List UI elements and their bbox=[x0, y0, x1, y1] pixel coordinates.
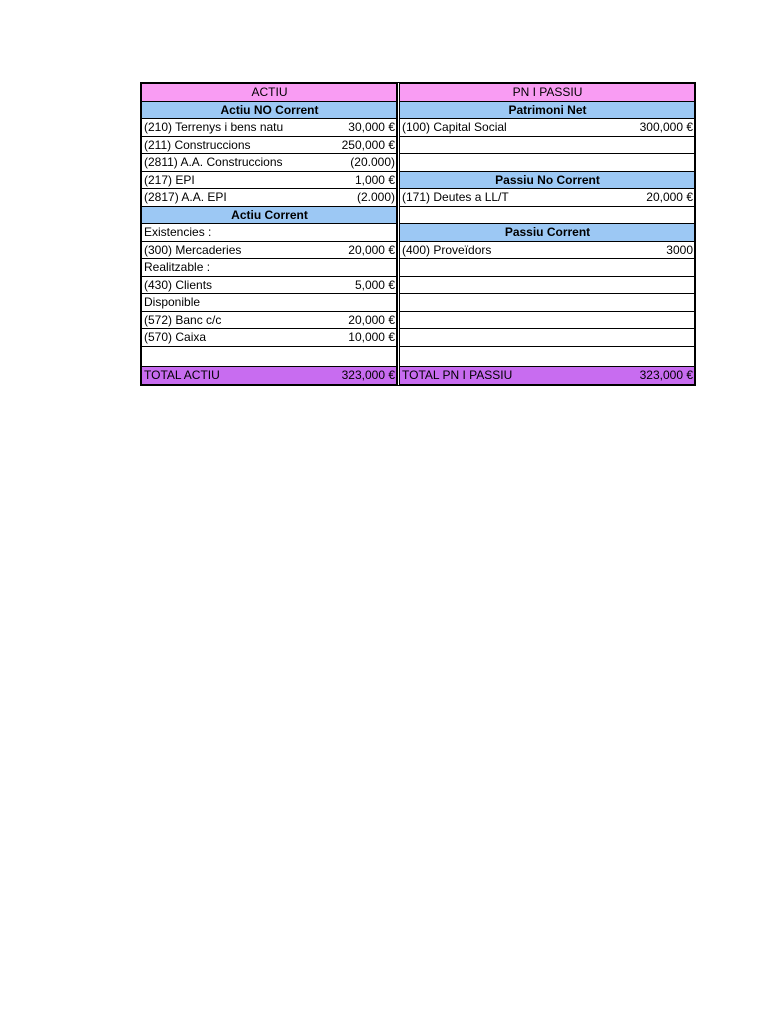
row-amount[interactable]: 5,000 € bbox=[269, 276, 396, 294]
table-row bbox=[400, 189, 694, 207]
row-label[interactable]: (210) Terrenys i bens natu bbox=[144, 120, 284, 135]
table-row bbox=[142, 189, 396, 207]
row-label[interactable]: (211) Construccions bbox=[142, 136, 269, 154]
blank-cell[interactable] bbox=[547, 136, 694, 154]
blank-cell[interactable] bbox=[547, 154, 694, 172]
passiu-corrent-header[interactable]: Passiu Corrent bbox=[400, 224, 694, 242]
blank-cell[interactable] bbox=[400, 311, 547, 329]
row-amount[interactable]: 20,000 € bbox=[269, 241, 396, 259]
table-row bbox=[142, 154, 396, 172]
passiu-table bbox=[400, 84, 694, 384]
actiu-corrent-header[interactable]: Actiu Corrent bbox=[142, 206, 396, 224]
table-row bbox=[142, 294, 396, 312]
row-label[interactable]: (2817) A.A. EPI bbox=[142, 189, 269, 207]
passiu-header[interactable]: PN I PASSIU bbox=[400, 84, 694, 101]
row-label[interactable]: (572) Banc c/c bbox=[142, 311, 269, 329]
row-label[interactable]: Realitzable : bbox=[142, 259, 269, 277]
row-amount[interactable]: 30,000 € bbox=[269, 119, 396, 137]
total-actiu-amount[interactable]: 323,000 € bbox=[269, 366, 396, 384]
row-amount[interactable]: 20,000 € bbox=[547, 189, 694, 207]
row-amount[interactable]: 300,000 € bbox=[547, 119, 694, 137]
blank-row bbox=[400, 154, 694, 172]
row-amount[interactable] bbox=[269, 224, 396, 242]
blank-cell[interactable] bbox=[142, 346, 269, 366]
balance-sheet bbox=[140, 82, 697, 386]
row-label[interactable]: (100) Capital Social bbox=[400, 119, 547, 137]
actiu-no-corrent-header[interactable]: Actiu NO Corrent bbox=[142, 101, 396, 119]
patrimoni-net-header[interactable]: Patrimoni Net bbox=[400, 101, 694, 119]
blank-row bbox=[400, 276, 694, 294]
table-row bbox=[142, 171, 396, 189]
row-label[interactable]: (171) Deutes a LL/T bbox=[400, 189, 547, 207]
total-passiu-amount[interactable]: 323,000 € bbox=[547, 366, 694, 384]
blank-row bbox=[400, 311, 694, 329]
blank-row bbox=[400, 346, 694, 366]
total-actiu-label[interactable]: TOTAL ACTIU bbox=[142, 366, 269, 384]
blank-cell[interactable] bbox=[400, 329, 547, 347]
passiu-column bbox=[397, 82, 696, 386]
row-label[interactable]: (2811) A.A. Construccions bbox=[144, 155, 283, 170]
blank-cell[interactable] bbox=[400, 259, 547, 277]
blank-cell[interactable] bbox=[400, 136, 547, 154]
blank-cell[interactable] bbox=[547, 206, 694, 224]
table-row bbox=[142, 136, 396, 154]
row-label[interactable]: (300) Mercaderies bbox=[142, 241, 269, 259]
table-row bbox=[142, 241, 396, 259]
row-amount[interactable]: 250,000 € bbox=[269, 136, 396, 154]
row-amount[interactable]: 20,000 € bbox=[269, 311, 396, 329]
blank-cell[interactable] bbox=[400, 206, 547, 224]
row-label[interactable]: (570) Caixa bbox=[142, 329, 269, 347]
blank-cell[interactable] bbox=[547, 294, 694, 312]
passiu-no-corrent-header[interactable]: Passiu No Corrent bbox=[400, 171, 694, 189]
table-row bbox=[142, 119, 396, 137]
row-amount[interactable] bbox=[269, 294, 396, 312]
blank-cell[interactable] bbox=[547, 259, 694, 277]
total-passiu-label[interactable]: TOTAL PN I PASSIU bbox=[400, 366, 547, 384]
table-row bbox=[400, 119, 694, 137]
actiu-header[interactable]: ACTIU bbox=[142, 84, 396, 101]
blank-cell[interactable] bbox=[547, 311, 694, 329]
blank-cell[interactable] bbox=[400, 154, 547, 172]
row-amount[interactable]: (20.000) bbox=[269, 154, 396, 172]
blank-row bbox=[400, 259, 694, 277]
actiu-table bbox=[142, 84, 396, 384]
table-row bbox=[142, 224, 396, 242]
blank-row bbox=[400, 294, 694, 312]
table-row bbox=[142, 329, 396, 347]
row-label[interactable]: Disponible bbox=[142, 294, 269, 312]
row-amount[interactable] bbox=[269, 259, 396, 277]
blank-cell[interactable] bbox=[547, 346, 694, 366]
blank-cell[interactable] bbox=[269, 346, 396, 366]
row-label[interactable]: (400) Proveïdors bbox=[400, 241, 547, 259]
row-amount[interactable]: (2.000) bbox=[269, 189, 396, 207]
blank-row bbox=[400, 206, 694, 224]
blank-row bbox=[142, 346, 396, 366]
table-row bbox=[142, 259, 396, 277]
actiu-column bbox=[140, 82, 398, 386]
blank-cell[interactable] bbox=[400, 346, 547, 366]
total-row bbox=[400, 366, 694, 384]
blank-cell[interactable] bbox=[547, 276, 694, 294]
table-row bbox=[142, 311, 396, 329]
row-amount[interactable]: 10,000 € bbox=[269, 329, 396, 347]
blank-row bbox=[400, 136, 694, 154]
table-row bbox=[142, 276, 396, 294]
blank-cell[interactable] bbox=[400, 276, 547, 294]
table-row bbox=[400, 241, 694, 259]
row-amount[interactable]: 1,000 € bbox=[269, 171, 396, 189]
blank-cell[interactable] bbox=[547, 329, 694, 347]
blank-row bbox=[400, 329, 694, 347]
total-row bbox=[142, 366, 396, 384]
blank-cell[interactable] bbox=[400, 294, 547, 312]
row-amount[interactable]: 3000 bbox=[547, 241, 694, 259]
row-label[interactable]: (217) EPI bbox=[142, 171, 269, 189]
row-label[interactable]: Existencies : bbox=[142, 224, 269, 242]
row-label[interactable]: (430) Clients bbox=[142, 276, 269, 294]
